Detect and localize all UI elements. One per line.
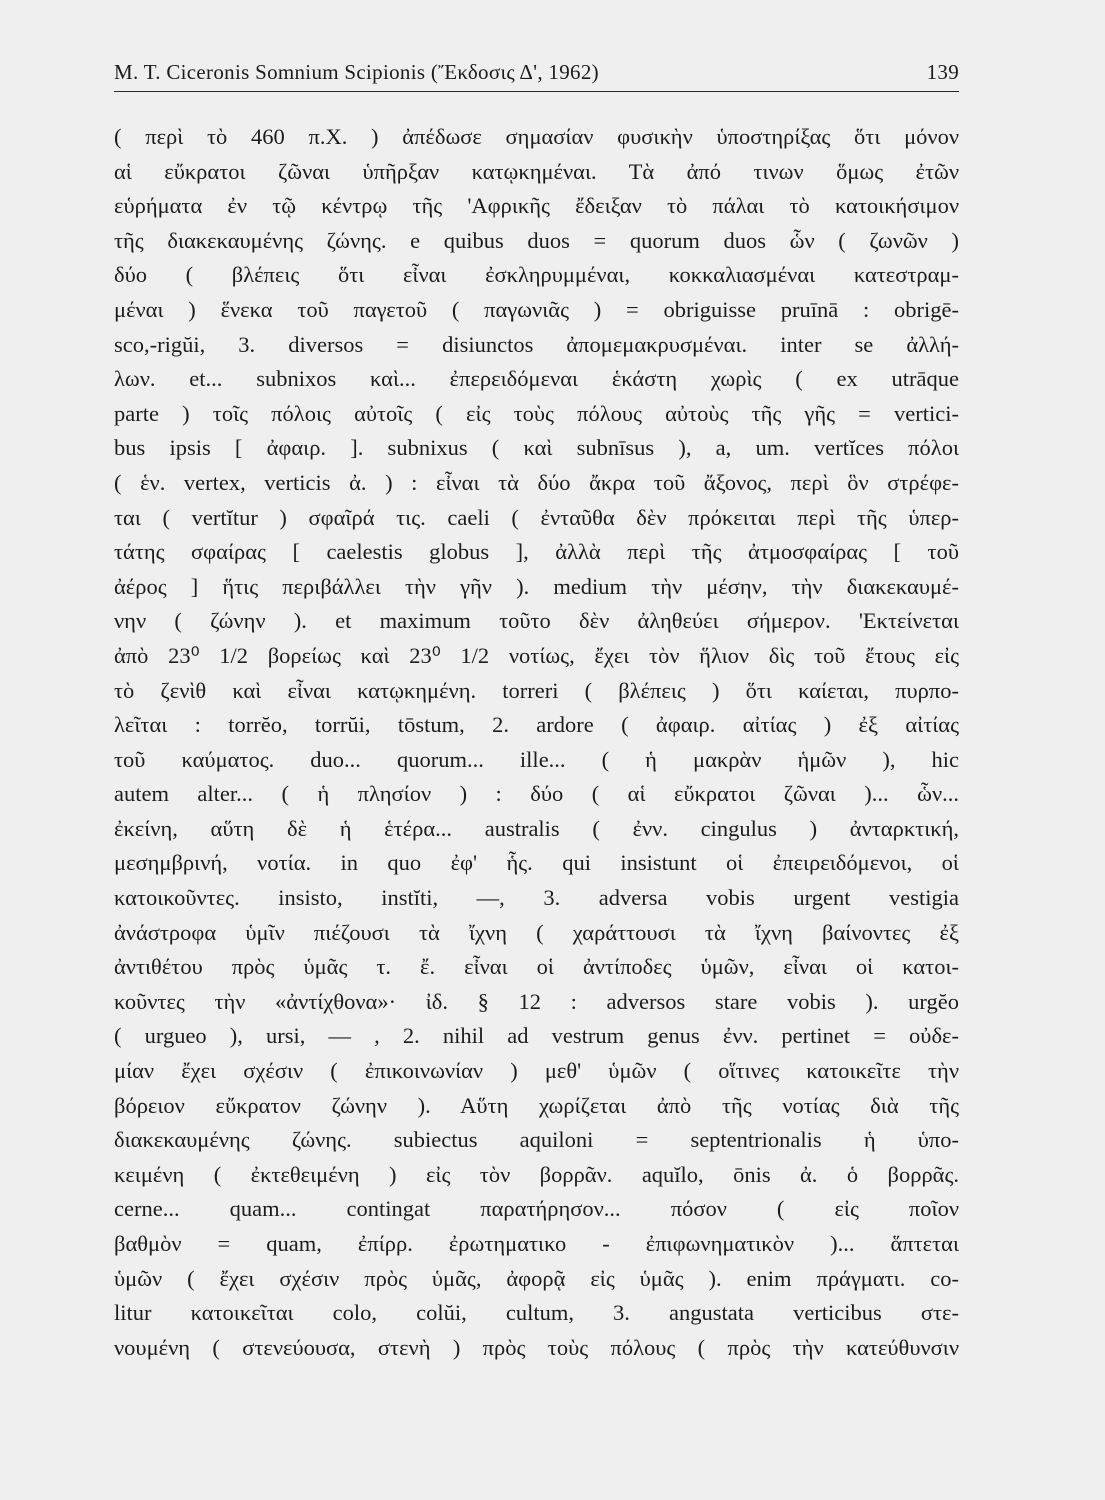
text-line: ( περὶ τὸ 460 π.Χ. ) ἀπέδωσε σημασίαν φυσικὴν ὑποστηρίξας ὅτι μόνον <box>114 124 959 149</box>
text-line: βόρειον εὔκρατον ζώνην ). Αὕτη χωρίζεται ἀπὸ τῆς νοτίας διὰ τῆς <box>114 1092 959 1118</box>
text-line: κειμένη ( ἐκτεθειμένη ) εἰς τὸν βορρᾶν. aquĭlo, ōnis ἀ. ὁ βορρᾶς. <box>114 1161 959 1187</box>
text-line: νουμένη ( στενεύουσα, στενὴ ) πρὸς τοὺς πόλους ( πρὸς τὴν κατεύθυνσιν <box>114 1334 959 1360</box>
text-line: autem alter... ( ἡ πλησίον ) : δύο ( αἱ εὔκρατοι ζῶναι )... ὧν... <box>114 781 959 807</box>
text-line: ἐκείνη, αὕτη δὲ ἡ ἑτέρα... australis ( ἐνν. cingulus ) ἀνταρκτική, <box>114 815 959 841</box>
text-line: αἱ εὔκρατοι ζῶναι ὑπῆρξαν κατῳκημέναι. Τὰ ἀπό τινων ὅμως ἐτῶν <box>114 158 959 184</box>
text-line: νην ( ζώνην ). et maximum τοῦτο δὲν ἀληθεύει σήμερον. 'Εκτείνεται <box>114 608 959 634</box>
text-line: sco,-rigŭi, 3. diversos = disiunctos ἀπομεμακρυσμέναι. inter se ἀλλή- <box>114 331 959 357</box>
text-line: litur κατοικεῖται colo, colŭi, cultum, 3. angustata verticibus στε- <box>114 1300 959 1326</box>
text-line: ται ( vertĭtur ) σφαῖρά τις. caeli ( ἐνταῦθα δὲν πρόκειται περὶ τῆς ὑπερ- <box>114 504 959 530</box>
text-line: ( urgueo ), ursi, — , 2. nihil ad vestrum genus ἐνν. pertinet = οὐδε- <box>114 1023 959 1049</box>
page-number: 139 <box>926 60 959 84</box>
text-line: τάτης σφαίρας [ caelestis globus ], ἀλλὰ περὶ τῆς ἀτμοσφαίρας [ τοῦ <box>114 539 959 565</box>
text-line: κατοικοῦντες. insisto, instĭti, —, 3. adversa vobis urgent vestigia <box>114 885 959 911</box>
text-line: τὸ ζενὶθ καὶ εἶναι κατῳκημένη. torreri ( βλέπεις ) ὅτι καίεται, πυρπο- <box>114 677 959 703</box>
body-text <box>114 120 959 1365</box>
text-line: δύο ( βλέπεις ὅτι εἶναι ἐσκληρυμμέναι, κοκκαλιασμέναι κατεστραμ- <box>114 262 959 288</box>
header-title: M. T. Ciceronis Somnium Scipionis (Ἔκδοσις Δ', 1962) <box>114 60 599 84</box>
text-line: ἀντιθέτου πρὸς ὑμᾶς τ. ἔ. εἶναι οἱ ἀντίποδες ὑμῶν, εἶναι οἱ κατοι- <box>114 954 959 980</box>
text-line: λων. et... subnixos καὶ... ἐπερειδόμεναι ἑκάστη χωρὶς ( ex utrāque <box>114 366 959 392</box>
running-header <box>114 58 959 92</box>
text-line: bus ipsis [ ἀφαιρ. ]. subnixus ( καὶ subnīsus ), a, um. vertĭces πόλοι <box>114 435 959 461</box>
text-line: λεῖται : torrĕo, torrŭi, tōstum, 2. ardore ( ἀφαιρ. αἰτίας ) ἐξ αἰτίας <box>114 712 959 738</box>
text-line: διακεκαυμένης ζώνης. subiectus aquiloni = septentrionalis ἡ ὑπο- <box>114 1127 959 1153</box>
text-line: τῆς διακεκαυμένης ζώνης. e quibus duos = quorum duos ὧν ( ζωνῶν ) <box>114 227 959 253</box>
text-line: cerne... quam... contingat παρατήρησον... πόσον ( εἰς ποῖον <box>114 1196 959 1222</box>
text-line: βαθμὸν = quam, ἐπίρρ. ἐρωτηματικο - ἐπιφωνηματικὸν )... ἅπτεται <box>114 1231 959 1256</box>
text-line: ὑμῶν ( ἔχει σχέσιν πρὸς ὑμᾶς, ἀφορᾷ εἰς ὑμᾶς ). enim πράγματι. co- <box>114 1265 959 1291</box>
text-line: ἀπὸ 23⁰ 1/2 βορείως καὶ 23⁰ 1/2 νοτίως, ἔχει τὸν ἥλιον δὶς τοῦ ἔτους εἰς <box>114 642 959 668</box>
text-line: μεσημβρινή, νοτία. in quo ἐφ' ἧς. qui insistunt οἱ ἐπειρειδόμενοι, οἱ <box>114 850 959 876</box>
text-line: μίαν ἔχει σχέσιν ( ἐπικοινωνίαν ) μεθ' ὑμῶν ( οἵτινες κατοικεῖτε τὴν <box>114 1058 959 1084</box>
text-line: parte ) τοῖς πόλοις αὐτοῖς ( εἰς τοὺς πόλους αὐτοὺς τῆς γῆς = vertici- <box>114 400 959 426</box>
text-line: κοῦντες τὴν «ἀντίχθονα»· ἰδ. § 12 : adversos stare vobis ). urgĕo <box>114 988 959 1014</box>
text-line: τοῦ καύματος. duo... quorum... ille... ( ἡ μακρὰν ἡμῶν ), hic <box>114 746 959 772</box>
text-line: ( ἑν. vertex, verticis ἀ. ) : εἶναι τὰ δύο ἄκρα τοῦ ἄξονος, περὶ ὃν στρέφε- <box>114 469 959 495</box>
text-line: μέναι ) ἕνεκα τοῦ παγετοῦ ( παγωνιᾶς ) = obriguisse pruīnā : obrigē- <box>114 296 959 322</box>
text-line: ἀέρος ] ἥτις περιβάλλει τὴν γῆν ). medium τὴν μέσην, τὴν διακεκαυμέ- <box>114 573 959 599</box>
text-line: ἀνάστροφα ὑμῖν πιέζουσι τὰ ἴχνη ( χαράττουσι τὰ ἴχνη βαίνοντες ἐξ <box>114 919 959 945</box>
text-line: εὑρήματα ἐν τῷ κέντρῳ τῆς 'Αφρικῆς ἔδειξαν τὸ πάλαι τὸ κατοικήσιμον <box>114 193 959 219</box>
